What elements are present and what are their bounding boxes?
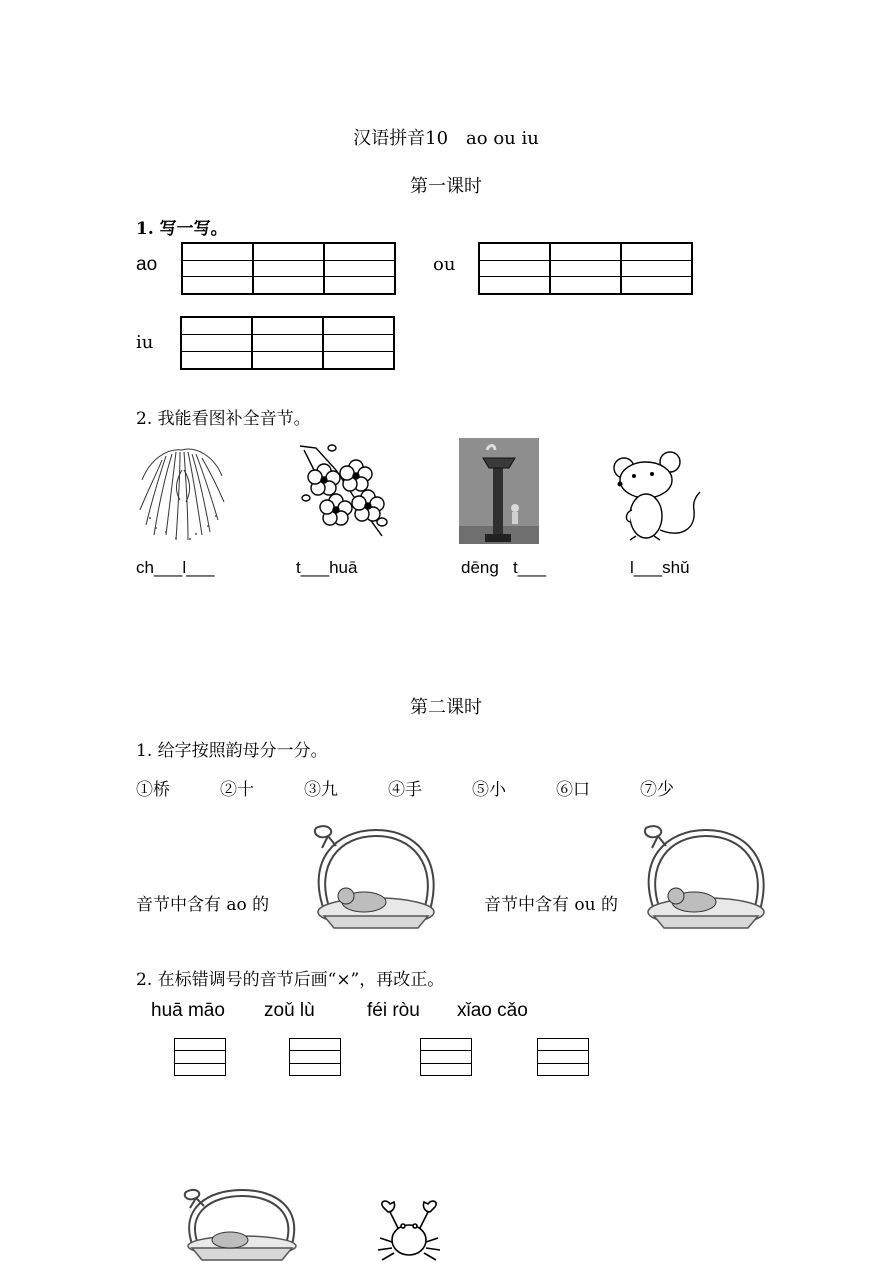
syllable-4: xǐao cǎo	[457, 1000, 528, 1021]
answer-grid-3[interactable]	[420, 1038, 472, 1076]
basket-small-icon	[178, 1182, 306, 1262]
caption-willow: ch___l___	[136, 558, 215, 577]
basket-ou-icon	[636, 820, 776, 932]
lesson2-q2-label: 2. 在标错调号的音节后画“×”，再改正。	[136, 970, 445, 990]
lesson1-title: 第一课时	[410, 176, 482, 197]
option-item: ④手	[388, 780, 422, 800]
writing-grid-iu[interactable]	[180, 316, 395, 370]
basket-ao-label: 音节中含有 ao 的	[136, 895, 270, 915]
basket-ou-label: 音节中含有 ou 的	[484, 895, 618, 915]
item-iu-label: iu	[136, 332, 154, 353]
item-ao-label: ao	[136, 254, 158, 275]
lamp-post-icon	[459, 438, 539, 544]
answer-grid-4[interactable]	[537, 1038, 589, 1076]
option-item: ⑦少	[640, 780, 674, 800]
syllable-1: huā māo	[151, 1000, 225, 1021]
answer-grid-2[interactable]	[289, 1038, 341, 1076]
crab-icon	[374, 1198, 444, 1262]
caption-mouse: l___shǔ	[630, 558, 690, 577]
lesson1-q1-label: 1. 写一写。	[136, 219, 228, 239]
answer-grid-1[interactable]	[174, 1038, 226, 1076]
caption-blossom: t___huā	[296, 558, 358, 577]
caption-lamp: dēnɡ t___	[461, 558, 547, 577]
option-item: ⑤小	[472, 780, 506, 800]
lesson1-q2-label: 2. 我能看图补全音节。	[136, 409, 311, 429]
willow-tree-icon	[136, 440, 228, 544]
option-item: ①桥	[136, 780, 170, 800]
syllable-2: zoǔ lù	[264, 1000, 315, 1021]
syllable-3: féi ròu	[367, 1000, 420, 1021]
lesson2-title: 第二课时	[410, 697, 482, 718]
option-item: ③九	[304, 780, 338, 800]
mouse-icon	[610, 450, 702, 544]
item-ou-label: ou	[433, 254, 456, 275]
basket-ao-icon	[306, 820, 446, 932]
page-title: 汉语拼音10 ao ou iu	[353, 128, 539, 149]
option-item: ②十	[220, 780, 254, 800]
lesson2-q1-label: 1. 给字按照韵母分一分。	[136, 741, 328, 761]
peach-blossom-icon	[296, 440, 392, 544]
option-item: ⑥口	[556, 780, 590, 800]
writing-grid-ou[interactable]	[478, 242, 693, 295]
writing-grid-ao[interactable]	[181, 242, 396, 295]
option-list	[136, 775, 724, 800]
